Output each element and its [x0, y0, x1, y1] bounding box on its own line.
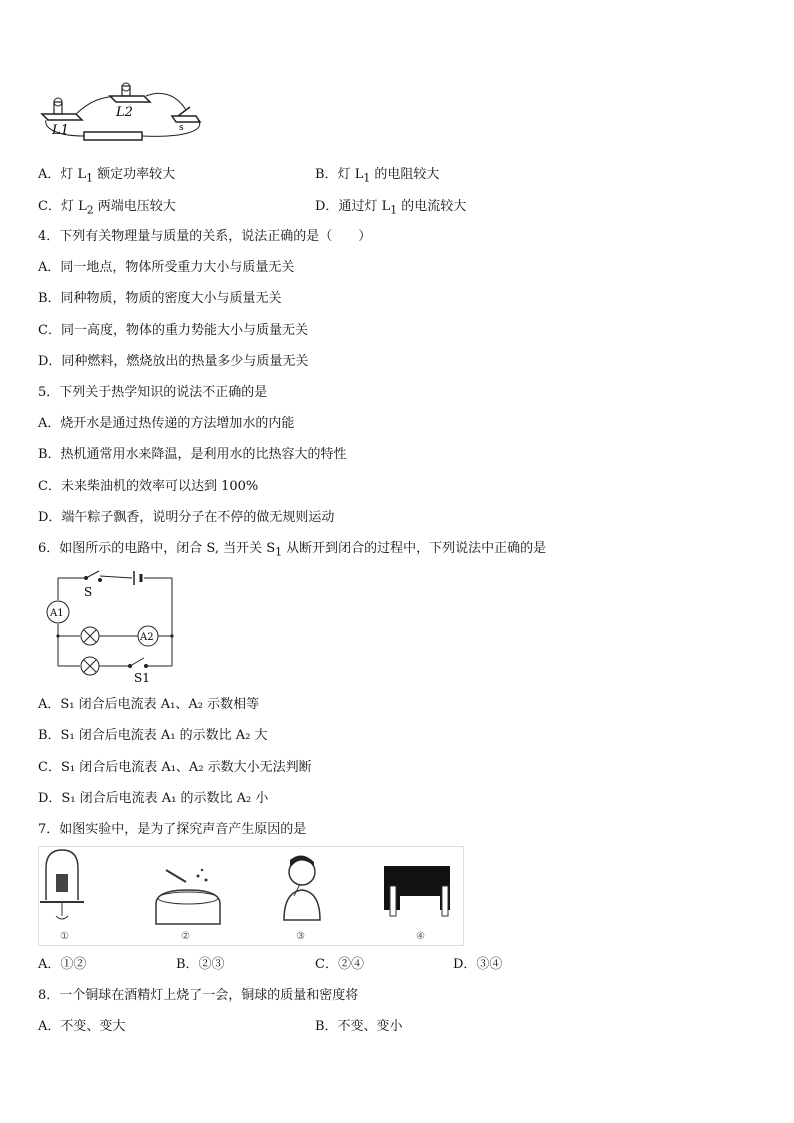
q6-stem: 6．如图所示的电路中，闭合 S, 当开关 $S_1$ 从断开到闭合的过程中，下列说法中正确的是	[38, 541, 547, 559]
q4-stem: 4．下列有关物理量与质量的关系，说法正确的是（ ）	[38, 229, 372, 244]
q6-circuit-figure	[40, 566, 180, 686]
q6-label-s: S	[84, 585, 93, 599]
q6-label-a1: A1	[50, 608, 64, 619]
q4-option-a: A．同一地点，物体所受重力大小与质量无关	[38, 260, 295, 275]
q3-label-l2: L2	[116, 105, 133, 120]
q7-option-a: A．①②	[38, 957, 87, 972]
q5-option-b: B．热机通常用水来降温，是利用水的比热容大的特性	[38, 447, 347, 462]
q3-option-b: B．灯 $L_1$ 的电阻较大	[315, 167, 440, 185]
q6-label-a2: A2	[140, 632, 154, 643]
q7-option-c: C．②④	[315, 957, 364, 972]
q8-option-a: A．不变、变大	[38, 1019, 126, 1034]
q3-label-s: s	[179, 123, 184, 133]
q5-option-c: C．未来柴油机的效率可以达到 100%	[38, 479, 259, 494]
q7-experiment-figure	[38, 846, 464, 946]
q7-option-d: D．③④	[453, 957, 503, 972]
q3-option-c: C．灯 $L_2$ 两端电压较大	[38, 199, 176, 217]
q7-figure-label-4: ④	[416, 931, 425, 942]
q4-option-b: B．同种物质，物质的密度大小与质量无关	[38, 291, 282, 306]
q8-option-b: B．不变、变小	[315, 1019, 403, 1034]
q5-option-a: A．烧开水是通过热传递的方法增加水的内能	[38, 416, 295, 431]
q3-label-l1: L1	[52, 123, 69, 138]
q4-option-c: C．同一高度，物体的重力势能大小与质量无关	[38, 323, 308, 338]
q6-option-a: A．S₁ 闭合后电流表 A₁、A₂ 示数相等	[38, 697, 260, 712]
q3-option-a: A．灯 $L_1$ 额定功率较大	[38, 167, 176, 185]
q6-option-c: C．S₁ 闭合后电流表 A₁、A₂ 示数大小无法判断	[38, 760, 312, 775]
q4-option-d: D．同种燃料，燃烧放出的热量多少与质量无关	[38, 354, 309, 369]
q5-stem: 5．下列关于热学知识的说法不正确的是	[38, 385, 268, 400]
q5-option-d: D．端午粽子飘香，说明分子在不停的做无规则运动	[38, 510, 335, 525]
q7-option-b: B．②③	[176, 957, 225, 972]
q7-figure-label-3: ③	[296, 931, 305, 942]
q6-label-s1: S1	[134, 671, 150, 685]
q3-circuit-figure	[36, 80, 206, 142]
q7-stem: 7．如图实验中，是为了探究声音产生原因的是	[38, 822, 307, 837]
q7-figure-label-2: ②	[181, 931, 190, 942]
q6-option-b: B．S₁ 闭合后电流表 A₁ 的示数比 A₂ 大	[38, 728, 268, 743]
q7-figure-label-1: ①	[60, 931, 69, 942]
q6-option-d: D．S₁ 闭合后电流表 A₁ 的示数比 A₂ 小	[38, 791, 269, 806]
q8-stem: 8．一个铜球在酒精灯上烧了一会，铜球的质量和密度将	[38, 988, 359, 1003]
q3-option-d: D．通过灯 $L_1$ 的电流较大	[315, 199, 467, 217]
